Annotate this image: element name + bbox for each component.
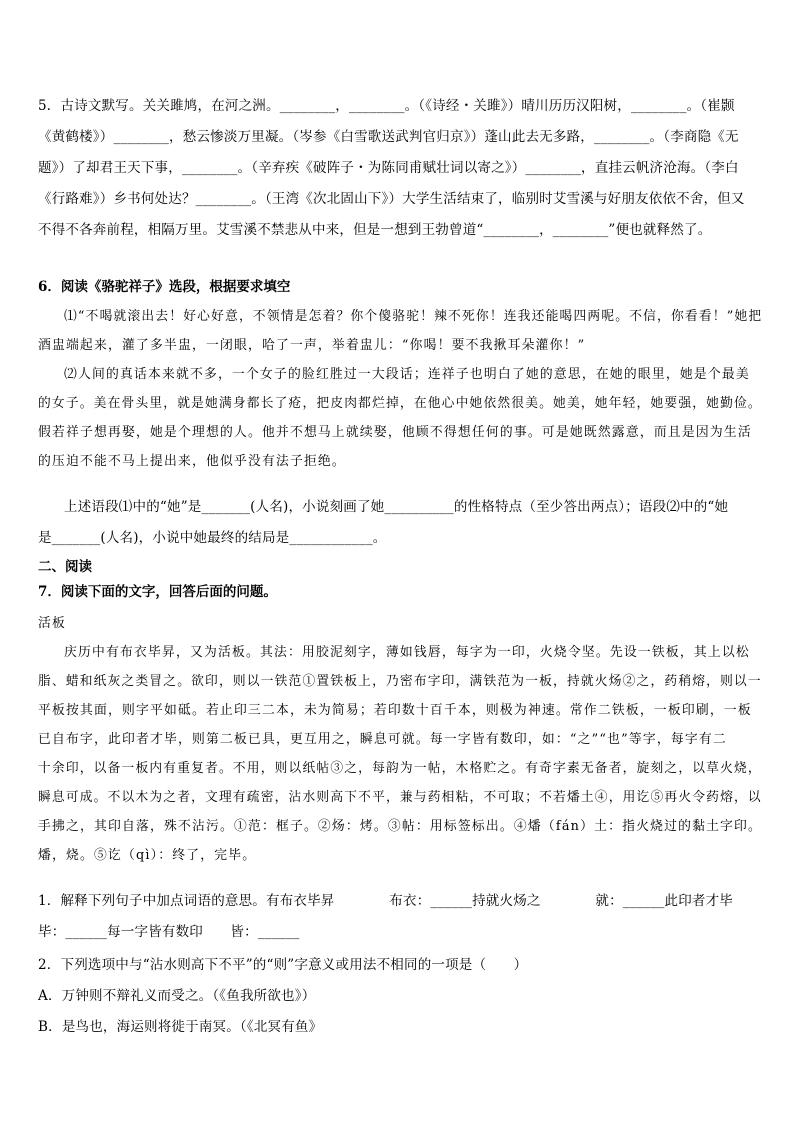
passage-line: 酒盅端起来，灌了多半盅，一闭眼，哈了一声，举着盅儿：“你喝！要不我揪耳朵灌你！”: [38, 338, 586, 353]
sub-question-line: 2．下列选项中与“沾水则高下不平”的“则”字意义或用法不相同的一项是（ ）: [38, 957, 528, 973]
q7-sub-2: [38, 950, 762, 1043]
q6-question-line: 上述语段⑴中的“她”是_______(人名)，小说刻画了她__________的性格特点（至少答出两点）；语段⑵中的“她: [64, 499, 729, 515]
passage-line: 燔，烧。⑤讫（qì）：终了，完毕。: [38, 848, 257, 863]
q6-title: 6．阅读《骆驼祥子》选段，根据要求填空: [38, 279, 291, 295]
q7-title: 7．阅读下面的文字，回答后面的问题。: [38, 584, 277, 600]
passage-line: 脂、蜡和纸灰之类冒之。欲印，则以一铁范①置铁板上，乃密布字印，满铁范为一板，持就火炀②之，药稍熔，则以一: [38, 674, 762, 689]
sub-question-line: 毕：______每一字皆有数印 皆：______: [38, 924, 300, 940]
q7-sub-1: [38, 886, 762, 948]
passage-line: 的女子。美在骨头里，就是她满身都长了疮，把皮肉都烂掉，在他心中她依然很美。她美，她年轻，她要强，她勤俭。: [38, 396, 762, 411]
passage-line: 假若祥子想再娶，她是个理想的人。他并不想马上就续娶，他顾不得想任何的事。可是她既然露意，而且是因为生活: [38, 425, 752, 440]
passage-line: 平板按其面，则字平如砥。若止印三二本，未为简易；若印数十百千本，则极为神速。常作二铁板，一板印刷，一板: [38, 703, 752, 718]
sub-question-line: 1．解释下列句子中加点词语的意思。有布衣毕昇 布衣：______持就火炀之 就：______此印者才毕: [38, 893, 733, 909]
q7-passage-title-block: [38, 609, 762, 638]
passage-line: 的压迫不能不马上提出来，他似乎没有法子拒绝。: [38, 454, 346, 469]
question-7: [38, 578, 762, 607]
q6-question: [38, 492, 762, 554]
section-title: 二、阅读: [38, 559, 92, 575]
q7-passage: [38, 638, 762, 870]
question-5: [38, 91, 762, 246]
passage-line: 十余印，以备一板内有重复者。不用，则以纸帖③之，每韵为一帖，木格贮之。有奇字素无备者，旋刻之，以草火烧，: [38, 761, 762, 776]
passage-line: ⑴“不喝就滚出去！好心好意，不领情是怎着？你个傻骆驼！辣不死你！连我还能喝四两呢。不信，你看看！”她把: [64, 309, 763, 324]
question-6-title: [38, 273, 762, 302]
q6-passage-2: [38, 360, 762, 476]
q5-line: 《黄鹤楼》）________，愁云惨淡万里凝。（岑参《白雪歌送武判官归京》）蓬山此去无多路，________。（李商隐《无: [38, 129, 739, 145]
q5-line: 题》）了却君王天下事，________。（辛弃疾《破阵子・为陈同甫赋壮词以寄之》）________，直挂云帆济沧海。（李白: [38, 160, 739, 176]
option-b: B．是鸟也，海运则将徙于南冥。（《北冥有鱼》: [38, 1019, 323, 1035]
q5-line: 5．古诗文默写。关关雎鸠，在河之洲。________，________。（《诗经・关雎》）晴川历历汉阳树，________。（崔颢: [38, 98, 735, 114]
passage-title: 活板: [38, 616, 66, 631]
q6-question-line: 是_______(人名)，小说中她最终的结局是____________。: [38, 530, 387, 546]
option-a: A．万钟则不辩礼义而受之。（《鱼我所欲也》）: [38, 988, 316, 1004]
passage-line: 手拂之，其印自落，殊不沾污。①范：框子。②炀：烤。③帖：用标签标出。④燔（fán）土：指火烧过的黏土字印。: [38, 819, 763, 834]
passage-line: 庆历中有布衣毕昇，又为活板。其法：用胶泥刻字，薄如钱唇，每字为一印，火烧令坚。先设一铁板，其上以松: [64, 645, 750, 660]
passage-line: 已自布字，此印者才毕，则第二板已具，更互用之，瞬息可就。每一字皆有数印，如：“之”“也”等字，每字有二: [38, 732, 727, 747]
passage-line: 瞬息可成。不以木为之者，文理有疏密，沾水则高下不平，兼与药相粘，不可取；不若燔土④，用讫⑤再火令药熔，以: [38, 790, 762, 805]
q5-line: 《行路难》）乡书何处达？________。（王湾《次北固山下》）大学生活结束了，临别时艾雪溪与好朋友依依不舍，但又: [38, 191, 745, 207]
passage-line: ⑵人间的真话本来就不多，一个女子的脸红胜过一大段话；连祥子也明白了她的意思，在她的眼里，她是个最美: [64, 367, 750, 382]
q5-line: 不得不各奔前程，相隔万里。艾雪溪不禁悲从中来，但是一想到王勃曾道“________，________”便也就释然了。: [38, 222, 712, 238]
q6-passage-1: [38, 302, 762, 360]
